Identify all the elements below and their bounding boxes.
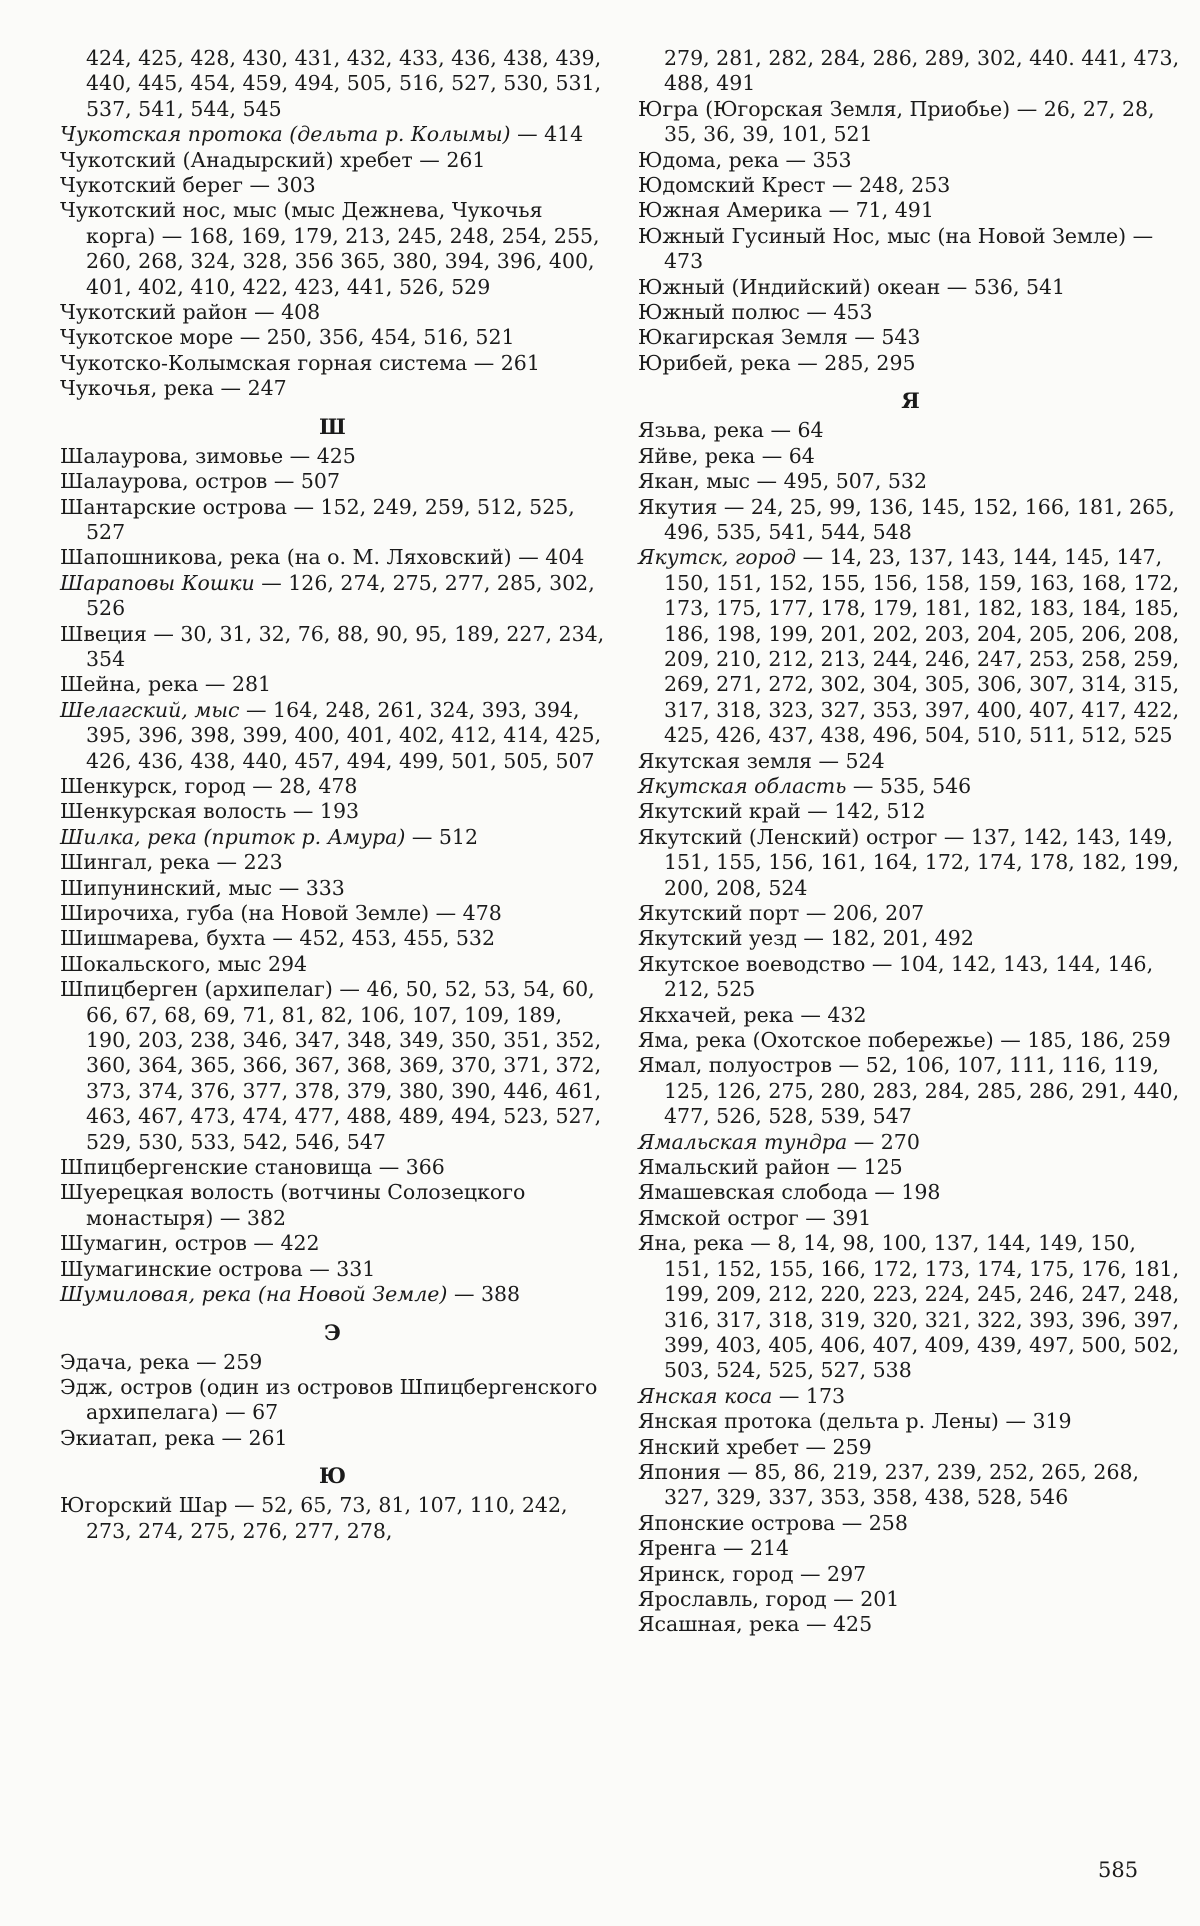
page-references: — 52, 65, 73, 81, 107, 110, 242, 273, 274, 275, 276, 277, 278, [86,1493,568,1543]
index-term: Шараповы Кошки [60,570,255,595]
index-entry [60,952,605,977]
index-term: Шантарские острова [60,494,287,519]
index-term: Язьва, река [638,418,764,443]
page-references: — 512 [405,824,479,849]
index-entry [638,545,1183,748]
page-references: — 453 [799,300,873,325]
index-term: Шейна, река [60,672,199,697]
page-references: — 261 [214,1425,288,1450]
page-references: — 8, 14, 98, 100, 137, 144, 149, 150, 151, 152, 155, 166, 172, 173, 174, 175, 176, 181, 199, 209, 212, 220, 223, 224, 245, 246, 247, 248, 316, 317, 318, 319, 320, 321, 322, 393, 396, 397, 399, 403, 405, 406, 407, 409, 439, 497, 500, 502, 503, 524, 525, 527, 538 [664,1231,1180,1383]
index-term: Широчиха, губа (на Новой Земле) [60,901,430,925]
index-term: Янская протока (дельта р. Лены) [638,1409,999,1434]
index-term: Яйве, река [638,443,756,468]
index-entry [60,1231,605,1256]
index-term: Чукотский район [60,300,248,325]
page-references: — 353 [778,147,852,172]
index-term: Чукотский нос, мыс (мыс Дежнева, Чукочья корга) [60,198,543,248]
index-term: Эдж, остров (один из островов Шпицбергенского архипелага) [60,1374,598,1425]
page-references: — 432 [793,1002,867,1027]
index-entry [60,622,605,673]
index-entry [638,495,1183,546]
index-term: Якутский (Ленский) острог [638,824,938,849]
index-column-right [638,46,1183,1638]
page-references: — 535, 546 [846,773,972,798]
page-references: — 478 [429,901,502,925]
index-entry [638,1206,1183,1231]
page-number: 585 [1098,1858,1139,1882]
page-references: — 214 [716,1536,790,1561]
index-term: Шингал, река [60,850,211,875]
index-entry [638,952,1183,1003]
page-references: — 250, 356, 454, 516, 521 [233,325,515,350]
page-references: — 285, 295 [790,350,916,375]
page-references: — 297 [793,1561,867,1586]
page-references: — 414 [510,122,584,147]
index-entry [60,926,605,951]
index-entry [60,444,605,469]
index-term: Шумагин, остров [60,1231,247,1256]
section-letter-heading: Ю [318,1463,347,1489]
page-references: — 281 [198,672,272,697]
page-references: — 452, 453, 455, 532 [265,926,496,951]
index-entry [638,1155,1183,1180]
index-term: Чукотско-Колымская горная система [60,350,468,375]
index-term: Чукотский (Анадырский) хребет [60,147,413,172]
page-references: — 223 [210,850,283,875]
index-entry [638,300,1183,325]
section-letter-heading: Э [324,1319,341,1345]
index-term: Чукотский берег [60,173,244,198]
index-term: Швеция [60,621,147,646]
page-references: — 152, 249, 259, 512, 525, 527 [86,494,575,544]
index-term: Ямальская тундра [638,1129,848,1154]
index-entry [638,1384,1183,1409]
index-term: Ямальский район [638,1155,831,1180]
index-entry [60,469,605,494]
index-entry [60,571,605,622]
page-references: — 303 [243,173,316,198]
page-references: — 30, 31, 32, 76, 88, 90, 95, 189, 227, 234, 354 [86,621,605,671]
page-references: — 507 [267,469,341,494]
index-entry [638,444,1183,469]
index-term: Южная Америка [638,198,823,223]
index-term: Шпицбергенские становища [60,1155,373,1180]
index-entry [638,1511,1183,1536]
index-entry [60,545,605,570]
index-entry [638,97,1183,148]
index-entry [638,1435,1183,1460]
index-entry [638,275,1183,300]
index-term: Шалаурова, зимовье [60,443,284,468]
page-references: — 331 [302,1256,376,1281]
page-references: — 52, 106, 107, 111, 116, 119, 125, 126, 275, 280, 283, 284, 285, 286, 291, 440, 477, 526, 528, 539, 547 [664,1053,1180,1129]
page-references: — 382 [213,1205,287,1230]
index-entry [60,198,605,300]
page-references: — 388 [447,1282,521,1307]
index-entry [60,122,605,147]
index-term: Ямал, полуостров [638,1053,833,1078]
page-references: — 206, 207 [799,901,925,925]
index-term: Шумагинские острова [60,1256,303,1281]
page-references: — 185, 186, 259 [993,1028,1171,1053]
index-entry [60,672,605,697]
index-term: Шапошникова, река (на о. М. Ляховский) [60,545,512,570]
page-references: — 168, 169, 179, 213, 245, 248, 254, 255, 260, 268, 324, 328, 356 365, 380, 394, 396, 400, 401, 402, 410, 422, 423, 441, 526, 529 [86,223,600,299]
index-entry [60,1257,605,1282]
page-references: — 259 [189,1349,263,1374]
index-term: Шипунинский, мыс [60,875,273,900]
index-term: Яренга [638,1536,717,1561]
page-references: — 425 [799,1612,873,1637]
page-references: — 24, 25, 99, 136, 145, 152, 166, 181, 265, 496, 535, 541, 544, 548 [664,494,1175,544]
page-references: — 391 [798,1205,872,1230]
index-entry [638,1460,1183,1511]
index-term: Югорский Шар [60,1493,228,1518]
index-term: Шенкурская волость [60,799,287,824]
index-entry [60,148,605,173]
index-entry [60,325,605,350]
index-entry [60,1180,605,1231]
page-references: — 422 [246,1231,320,1256]
page-references: — 261 [467,350,540,375]
index-term: Якхачей, река [638,1002,794,1027]
index-term: Шилка, река (приток р. Амура) [60,824,406,849]
index-entry [638,1409,1183,1434]
index-term: Юкагирская Земля [638,325,848,350]
page-references: — 270 [847,1129,920,1154]
index-term: Шпицберген (архипелаг) [60,977,333,1002]
index-entry [638,926,1183,951]
index-term: Юдомский Крест [638,173,826,198]
index-entry [638,351,1183,376]
index-term: Юдома, река [638,147,779,172]
page-references: — 71, 491 [822,198,934,223]
index-term: Янский хребет [638,1434,799,1459]
page-references: — 137, 142, 143, 149, 151, 155, 156, 161, 164, 172, 174, 178, 182, 199, 200, 208, 524 [664,824,1180,900]
index-entry [60,376,605,401]
page-references: — 85, 86, 219, 237, 239, 252, 265, 268, 327, 329, 337, 353, 358, 438, 528, 546 [664,1459,1140,1510]
index-term: Югра (Югорская Земля, Приобье) [638,96,1011,121]
page-references: — 173 [772,1383,846,1408]
page-references: — 524 [811,748,885,773]
index-entry [60,351,605,376]
page-references: — 164, 248, 261, 324, 393, 394, 395, 396, 398, 399, 400, 401, 402, 412, 414, 425, 426, 436, 438, 440, 457, 494, 499, 501, 505, 507 [86,697,602,773]
index-term: Якутское воеводство [638,951,866,976]
index-term: Якутский уезд [638,926,797,951]
index-entry [60,495,605,546]
index-entry [60,1426,605,1451]
page-references: — 14, 23, 137, 143, 144, 145, 147, 150, 151, 152, 155, 156, 158, 159, 163, 168, 172, 173, 175, 177, 178, 179, 181, 182, 183, 184, 185, 186, 198, 199, 201, 202, 203, 204, 205, 206, 208, 209, 210, 212, 213, 244, 246, 247, 253, 258, 259, 269, 271, 272, 302, 304, 305, 306, 307, 314, 315, 317, 318, 323, 327, 353, 397, 400, 407, 417, 422, 425, 426, 437, 438, 496, 504, 510, 511, 512, 525 [664,545,1180,748]
page-references: — 193 [286,799,360,824]
page-references: — 46, 50, 52, 53, 54, 60, 66, 67, 68, 69, 71, 81, 82, 106, 107, 109, 189, 190, 203, 238, 346, 347, 348, 349, 350, 351, 352, 360, 364, 365, 366, 367, 368, 369, 370, 371, 372, 373, 374, 376, 377, 378, 379, 380, 390, 446, 461, 463, 467, 473, 474, 477, 488, 489, 494, 523, 527, 529, 530, 533, 542, 546, 547 [86,977,602,1154]
page-references: — 248, 253 [825,173,951,198]
page-references: — 404 [511,545,585,570]
index-term: Южный полюс [638,300,800,325]
index-term: Якутская область [638,773,847,798]
index-entry [60,977,605,1155]
index-entry [638,1562,1183,1587]
index-term: Шенкурск, город [60,773,246,798]
index-entry [60,1350,605,1375]
index-entry [60,1375,605,1426]
index-term: Ярославль, город [638,1586,827,1611]
page-references: — 64 [763,418,824,443]
index-entry [638,418,1183,443]
page-references: — 247 [214,376,287,401]
index-term: Якутск, город [638,545,797,570]
index-term: Ямашевская слобода [638,1180,868,1205]
index-term: Южный Гусиный Нос, мыс (на Новой Земле) [638,223,1127,248]
index-entry [60,774,605,799]
page-references: — 182, 201, 492 [796,926,974,951]
index-term: Японские острова [638,1510,836,1535]
page-references: — 126, 274, 275, 277, 285, 302, 526 [86,570,595,621]
index-term: Яринск, город [638,1561,794,1586]
index-entry [638,901,1183,926]
page-references: — 104, 142, 143, 144, 146, 212, 525 [664,951,1154,1002]
page-references: — 408 [247,300,321,325]
index-entry [60,300,605,325]
index-term: Янская коса [638,1383,773,1408]
index-entry [60,173,605,198]
page-references: — 26, 27, 28, 35, 36, 39, 101, 521 [664,96,1155,147]
index-entry [60,1155,605,1180]
index-entry [638,799,1183,824]
page-references: 424, 425, 428, 430, 431, 432, 433, 436, 438, 439, 440, 445, 454, 459, 494, 505, 516, 527, 530, 531, 537, 541, 544, 545 [86,46,602,121]
index-entry [638,198,1183,223]
index-term: Экиатап, река [60,1425,215,1450]
page-references: — 536, 541 [940,274,1066,299]
index-entry [60,850,605,875]
index-entry [638,1536,1183,1561]
page-references: — 333 [272,875,345,900]
index-entry [638,774,1183,799]
index-term: Якутский край [638,799,801,824]
index-entry [60,901,605,926]
index-entry [60,876,605,901]
page-references: — 198 [867,1180,941,1205]
section-letter-heading: Ш [319,413,346,439]
index-entry [638,1231,1183,1383]
index-term: Чукотская протока (дельта р. Колымы) [60,122,511,147]
index-term: Япония [638,1459,721,1484]
index-entry [638,1130,1183,1155]
index-term: Шелагский, мыс [60,697,240,722]
index-term: Шумиловая, река (на Новой Земле) [60,1282,448,1307]
index-entry [60,825,605,850]
index-term: Шалаурова, остров [60,469,268,494]
index-term: Якутия [638,494,718,519]
index-entry [638,1612,1183,1637]
index-term: Чукотское море [60,325,234,350]
index-entry [60,1282,605,1307]
index-entry [638,1587,1183,1612]
index-entry [638,469,1183,494]
index-entry [638,749,1183,774]
index-entry [60,799,605,824]
page-references: — 67 [218,1400,279,1425]
index-term: Якутская земля [638,748,812,773]
index-entry [638,1003,1183,1028]
page-references: 279, 281, 282, 284, 286, 289, 302, 440. 441, 473, 488, 491 [664,46,1180,96]
page-references: — 425 [283,443,356,468]
index-entry [638,1028,1183,1053]
page-references: — 319 [998,1409,1072,1434]
index-term: Яна, река [638,1231,744,1256]
page-references: — 142, 512 [800,799,926,824]
index-term: Якутский порт [638,901,800,925]
index-entry [638,224,1183,275]
index-entry [60,698,605,774]
index-entry [60,46,605,122]
page-references: — 495, 507, 532 [750,469,928,494]
index-term: Ясашная, река [638,1612,800,1637]
page-references: — 28, 478 [245,773,358,798]
page-references: — 473 [664,223,1154,274]
index-term: Чукочья, река [60,376,215,401]
index-term: Южный (Индийский) океан [638,274,941,299]
index-term: Якан, мыс [638,469,751,494]
index-entry [638,148,1183,173]
index-entry [60,1493,605,1544]
index-entry [638,1053,1183,1129]
page-references: — 366 [372,1155,445,1180]
index-entry [638,325,1183,350]
index-column-left [60,46,605,1544]
index-term: Шокальского, мыс [60,951,262,976]
page-references: — 125 [830,1155,903,1180]
page-references: — 543 [847,325,921,350]
index-term: Ямской острог [638,1205,799,1230]
index-term: Эдача, река [60,1349,190,1374]
index-entry [638,173,1183,198]
page-references: — 258 [835,1510,908,1535]
index-term: Юрибей, река [638,350,791,375]
page-references: 294 [261,951,308,976]
index-entry [638,825,1183,901]
index-entry [638,1180,1183,1205]
page-references: — 259 [799,1434,872,1459]
page-references: — 261 [412,147,486,172]
page-references: — 201 [826,1586,900,1611]
section-letter-heading: Я [901,388,920,414]
index-term: Яма, река (Охотское побережье) [638,1028,994,1053]
index-term: Шишмарева, бухта [60,926,266,951]
index-term: Шуерецкая волость (вотчины Солозецкого монастыря) [60,1180,526,1230]
page-references: — 64 [755,443,815,468]
index-entry [638,46,1183,97]
